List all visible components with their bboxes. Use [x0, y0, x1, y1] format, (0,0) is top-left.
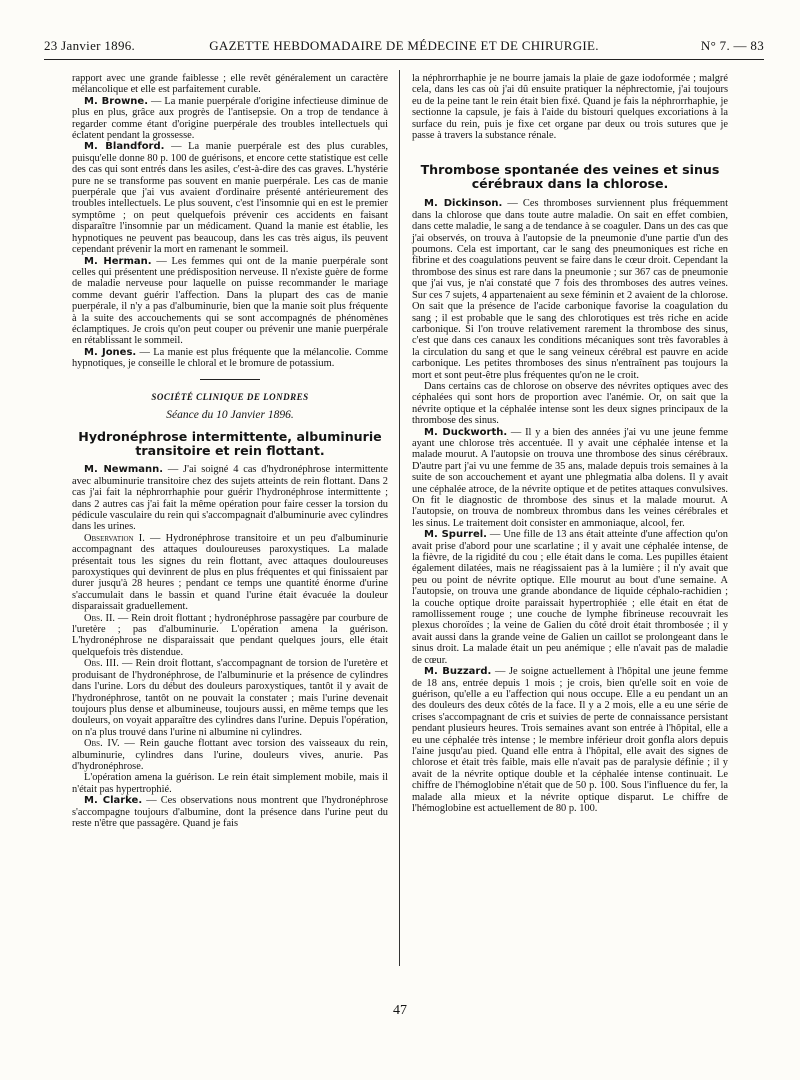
paragraph-text: — Ces observations nous montrent que l'hydronéphrose s'accompagne toujours d'albumine, dont la présence dans l'urine peut du reste n'être que passagère. Quand je fais	[72, 795, 389, 829]
observation-label: Observation I.	[84, 532, 145, 544]
paragraph-text: — Je soigne actuellement à l'hôpital une jeune femme de 18 ans, entrée depuis 1 mois ; je crois, bien qu'elle soit en voie de guérison, qu'elle a eu l'affection qui nous occupe. Elle a eu pendant un an des douleurs des deux côtés de la face. Il y a 2 mois, elle a eu une série de crises s'accompagnant de cris et suivies de perte de connaissance persistant pendant plusieurs heures. Trois semaines avant son entrée à l'hôpital, elle a eu une céphalée très intense ; le membre inférieur droit gonfla alors depuis l'aine jusqu'au pied. Quand elle entra à l'hôpital, elle avait des signes de chlorose et était très faible, mais elle n'avait pas de paralysie définie ; il y avait de la névrite optique double et la céphalée intense continuait. Le chiffre de l'hémoglobine n'était que de 50 p. 100. Sous l'influence du fer, la malade alla mieux et la névrite optique disparut. Le chiffre de l'hémoglobine est actuellement de 80 p. 100.	[412, 666, 729, 814]
paragraph-duckworth	[412, 427, 728, 530]
column-divider	[399, 70, 400, 966]
paragraph-jones	[72, 347, 388, 370]
paragraph-obs-4-result: L'opération amena la guérison. Le rein était simplement mobile, mais il n'était pas hypertrophié.	[72, 772, 388, 795]
paragraph-text: — Ces thromboses surviennent plus fréquemment dans la chlorose que dans toute autre maladie. On sait en effet combien, dans cette maladie, le sang a de tendance à se coaguler. Dans un des cas que j'ai observés, on trouva à l'autopsie de la pneumonie d'une partie d'un des poumons. Cela est important, car le sang des pneumoniques est riche en fibrine et des coagulations peuvent se faire dans le cœur droit. Cependant la thrombose des sinus est rare dans la pneumonie ; sur 367 cas de pneumonie que j'ai vus, je n'ai constaté que 7 fois des thromboses des autres veines. Sur ces 7 sujets, 4 appartenaient au sexe féminin et 2 avaient de la chlorose. On sait que la présence de l'acide carbonique favorise la coagulation du sang ; il est probable que le sang des chlorotiques est très riche en acide carbonique. Si l'on trouve relativement rarement la thrombose des sinus, c'est que dans ces canaux les conditions mécaniques sont très favorables à la circulation du sang et que le sang veineux cérébral est pauvre en acide carbonique. Les petites thromboses des sinus n'entraînent pas toujours la mort et sont peut-être plus fréquentes qu'on ne le croit.	[412, 198, 728, 381]
speaker-name: M. Newmann.	[84, 464, 164, 476]
paragraph-obs-2	[72, 613, 388, 659]
paragraph-text: — Il y a bien des années j'ai vu une jeune femme ayant une chlorose très accentuée. Il y avait une céphalée intense et la malade mourut. A l'autopsie on trouva une thrombose des sinus cérébraux. D'autre part j'ai vu une femme de 35 ans, malade depuis trois semaines à la suite de son accouchement et ayant une phlegmatia alba dolens. Il y avait une céphalée atroce, de la névrite optique et de petites attaques convulsives. On fit le diagnostic de thrombose des sinus et la malade mourut. A l'autopsie, on trouva de nombreux thrombus dans les veines cérébrales et les sinus. Le traitement doit consister en ammoniaque, alcool, fer.	[412, 426, 729, 529]
header-journal-title: GAZETTE HEBDOMADAIRE DE MÉDECINE ET DE CHIRURGIE.	[209, 38, 599, 53]
article-heading-hydronephrose: Hydronéphrose intermittente, albuminurie transitoire et rein flottant.	[78, 429, 382, 459]
paragraph-buzzard	[412, 666, 728, 814]
speaker-name: M. Jones.	[84, 346, 137, 358]
paragraph-obs-1	[72, 533, 388, 613]
paragraph-spurrel	[412, 529, 728, 666]
observation-label: Obs. II.	[84, 612, 116, 624]
speaker-name: M. Spurrel.	[424, 529, 487, 541]
paragraph-text: — Rein gauche flottant avec torsion des vaisseaux du rein, albuminurie, cylindres dans l'urine, douleurs vives, anurie. Pas d'hydronéphrose.	[72, 738, 388, 772]
paragraph-dickinson	[412, 198, 728, 381]
speaker-name: M. Dickinson.	[424, 198, 503, 210]
speaker-name: M. Buzzard.	[424, 666, 492, 678]
header-issue-number: N° 7. — 83	[700, 38, 764, 53]
speaker-name: M. Duckworth.	[424, 426, 508, 438]
speaker-name: M. Blandford.	[84, 141, 165, 153]
speaker-name: M. Browne.	[84, 95, 149, 107]
paragraph-text: — Une fille de 13 ans était atteinte d'une affection qu'on avait prise d'abord pour une scarlatine ; il y avait une céphalée intense, de la fièvre, de la rigidité du cou ; elle était dans le coma. Les pupilles étaient également dilatées, mais ne réagissaient pas à la lumière ; il n'y avait que peu ou point de névrite optique. Elle mourut au bout d'une semaine. A l'autopsie, on trouva une grande abondance de liquide céphalo-rachidien ; la couche optique droite paraissait hypertrophiée ; elle était en état de ramollissement rouge ; une couche de lymphe fibrineuse recouvrait les plexus choroïdes ; la veine de Galien du côté droit était thrombosée ; il y avait aussi dans la grande veine de Galien un caillot se prolongeant dans le sinus droit. La malade était un peu anémique ; elle n'avait pas de maladie de cœur.	[412, 529, 728, 666]
header-rule	[44, 59, 764, 60]
page-header	[44, 38, 764, 60]
paragraph-dickinson-continued: Dans certains cas de chlorose on observe des névrites optiques avec des céphalées qui sont hors de proportion avec l'anémie. Or, on sait que la névrite optique et la céphalée intense sont les deux signes principaux de la thrombose des sinus.	[412, 380, 728, 427]
paragraph-text: — La manie est plus fréquente que la mélancolie. Comme hypnotiques, je conseille le chloral et le bromure de potassium.	[72, 346, 388, 370]
observation-label: Obs. IV.	[84, 738, 120, 750]
session-date: Séance du 10 Janvier 1896.	[166, 408, 294, 421]
article-heading-thrombose: Thrombose spontanée des veines et sinus cérébraux dans la chlorose.	[420, 162, 720, 192]
right-column	[412, 73, 728, 814]
paragraph-text: — La manie puerpérale est des plus curables, puisqu'elle donne 80 p. 100 de guérisons, et encore cette statistique est celle des cas qui sont entrés dans les asiles, c'est-à-dire des cas graves. L'hystérie pure ne se transforme pas souvent en manie puerpérale. Les cas de manie puerpérale que j'ai vus avaient d'ordinaire présenté antérieurement des troubles intellectuels. Le plus souvent, c'est l'insomnie qui en est le premier symptôme ; on peut quelquefois prévenir ces accidents en faisant disparaître l'insomnie par un médicament. Quand la manie est établie, les hypnotiques ne peuvent pas beaucoup, dans les cas très aigus, ils peuvent cependant prévenir la mort en ramenant le sommeil.	[72, 141, 388, 256]
header-date: 23 Janvier 1896.	[44, 38, 136, 53]
paragraph-text: — J'ai soigné 4 cas d'hydronéphrose intermittente avec albuminurie transitoire chez des sujets atteints de rein flottant. Dans 2 cas j'ai fait la néphrorrhaphie pour guérir l'hydronéphrose intermittente ; dans 2 autres cas j'ai fait la même opération pour faire cesser la torsion du pédicule vasculaire du rein qui s'accompagnait d'albuminurie avec cylindres dans les urines.	[72, 464, 388, 533]
page-number: 47	[393, 1003, 407, 1018]
paragraph-obs-3	[72, 658, 388, 738]
observation-label: Obs. III.	[84, 658, 119, 670]
speaker-name: M. Herman.	[84, 255, 152, 267]
paragraph-text: — Rein droit flottant, s'accompagnant de torsion de l'uretère et produisant de l'hydronéphrose, de l'albuminurie et la présence de cylindres dans l'urine. Lors du début des douleurs paroxystiques, tantôt il y avait de l'hydronéphrose, tantôt on ne pouvait la constater ; mais l'urine devenait toujours plus dense et albumineuse, toujours aussi, en même temps que les douleurs, on voyait apparaître des cylindres dans l'urine. Depuis l'opération, on n'a plus trouvé dans l'urine ni albumine ni cylindres.	[72, 658, 388, 738]
paragraph-herman	[72, 256, 388, 347]
paragraph-clarke-continued: la néphrorrhaphie je ne bourre jamais la plaie de gaze iodoformée ; malgré cela, dans les cas où j'ai dû ensuite pratiquer la néphrectomie, j'ai toujours eu de la peine tant le rein était bien fixé. Quand je fais la néphrorrhaphie, je sectionne la capsule, je fais à l'aide du bistouri quelques excoriations à la surface du rein, puis je fixe cet organe par deux ou trois sutures que je passe à travers la substance rénale.	[412, 73, 728, 142]
paragraph-obs-4	[72, 738, 388, 772]
paragraph-text: — La manie puerpérale d'origine infectieuse diminue de plus en plus, grâce aux progrès de l'antisepsie. On a trop de tendance à regarder comme étant d'origine puerpérale des troubles intellectuels qui éclatent pendant la grossesse.	[72, 95, 389, 142]
section-separator	[200, 379, 260, 380]
paragraph-intro: rapport avec une grande faiblesse ; elle revêt généralement un caractère mélancolique et elle est parfaitement curable.	[72, 73, 388, 96]
paragraph-text: — Rein droit flottant ; hydronéphrose passagère par courbure de l'uretère ; pas d'albuminurie. L'opération amena la guérison. L'hydronéphrose ne disparaissait que pendant quelques jours, elle était quelquefois très distendue.	[72, 612, 388, 658]
paragraph-browne	[72, 96, 388, 142]
paragraph-text: — Les femmes qui ont de la manie puerpérale sont celles qui présentent une prédisposition nerveuse. Il n'existe guère de forme de maladie nerveuse pour laquelle on puisse recommander le mariage comme devant guérir l'affection. Dans la plupart des cas de manie puerpérale, il n'y a pas d'albuminurie, bien que la manie soit plus fréquente à la suite des accouchements qui se sont accompagnés de phénomènes éclamptiques. Je crois qu'on peut couper ou prévenir une manie puerpérale en rétablissant le sommeil.	[72, 255, 388, 347]
paragraph-text: — Hydronéphrose transitoire et un peu d'albuminurie accompagnant des attaques douloureuses paroxystiques. La malade présentait tous les signes du rein flottant, avec attaques douloureuses paroxystiques qui devinrent de plus en plus fréquentes et qui finissaient par durer jusqu'à 28 heures ; pendant ce temps une quantité énorme d'urine s'accumulait dans le bassin et quand l'urine était évacuée la douleur disparaissait graduellement.	[72, 532, 388, 613]
speaker-name: M. Clarke.	[84, 795, 143, 807]
paragraph-newmann	[72, 464, 388, 532]
paragraph-blandford	[72, 141, 388, 255]
paragraph-clarke	[72, 795, 388, 829]
society-name: SOCIÉTÉ CLINIQUE DE LONDRES	[151, 391, 309, 402]
left-column	[72, 73, 388, 829]
